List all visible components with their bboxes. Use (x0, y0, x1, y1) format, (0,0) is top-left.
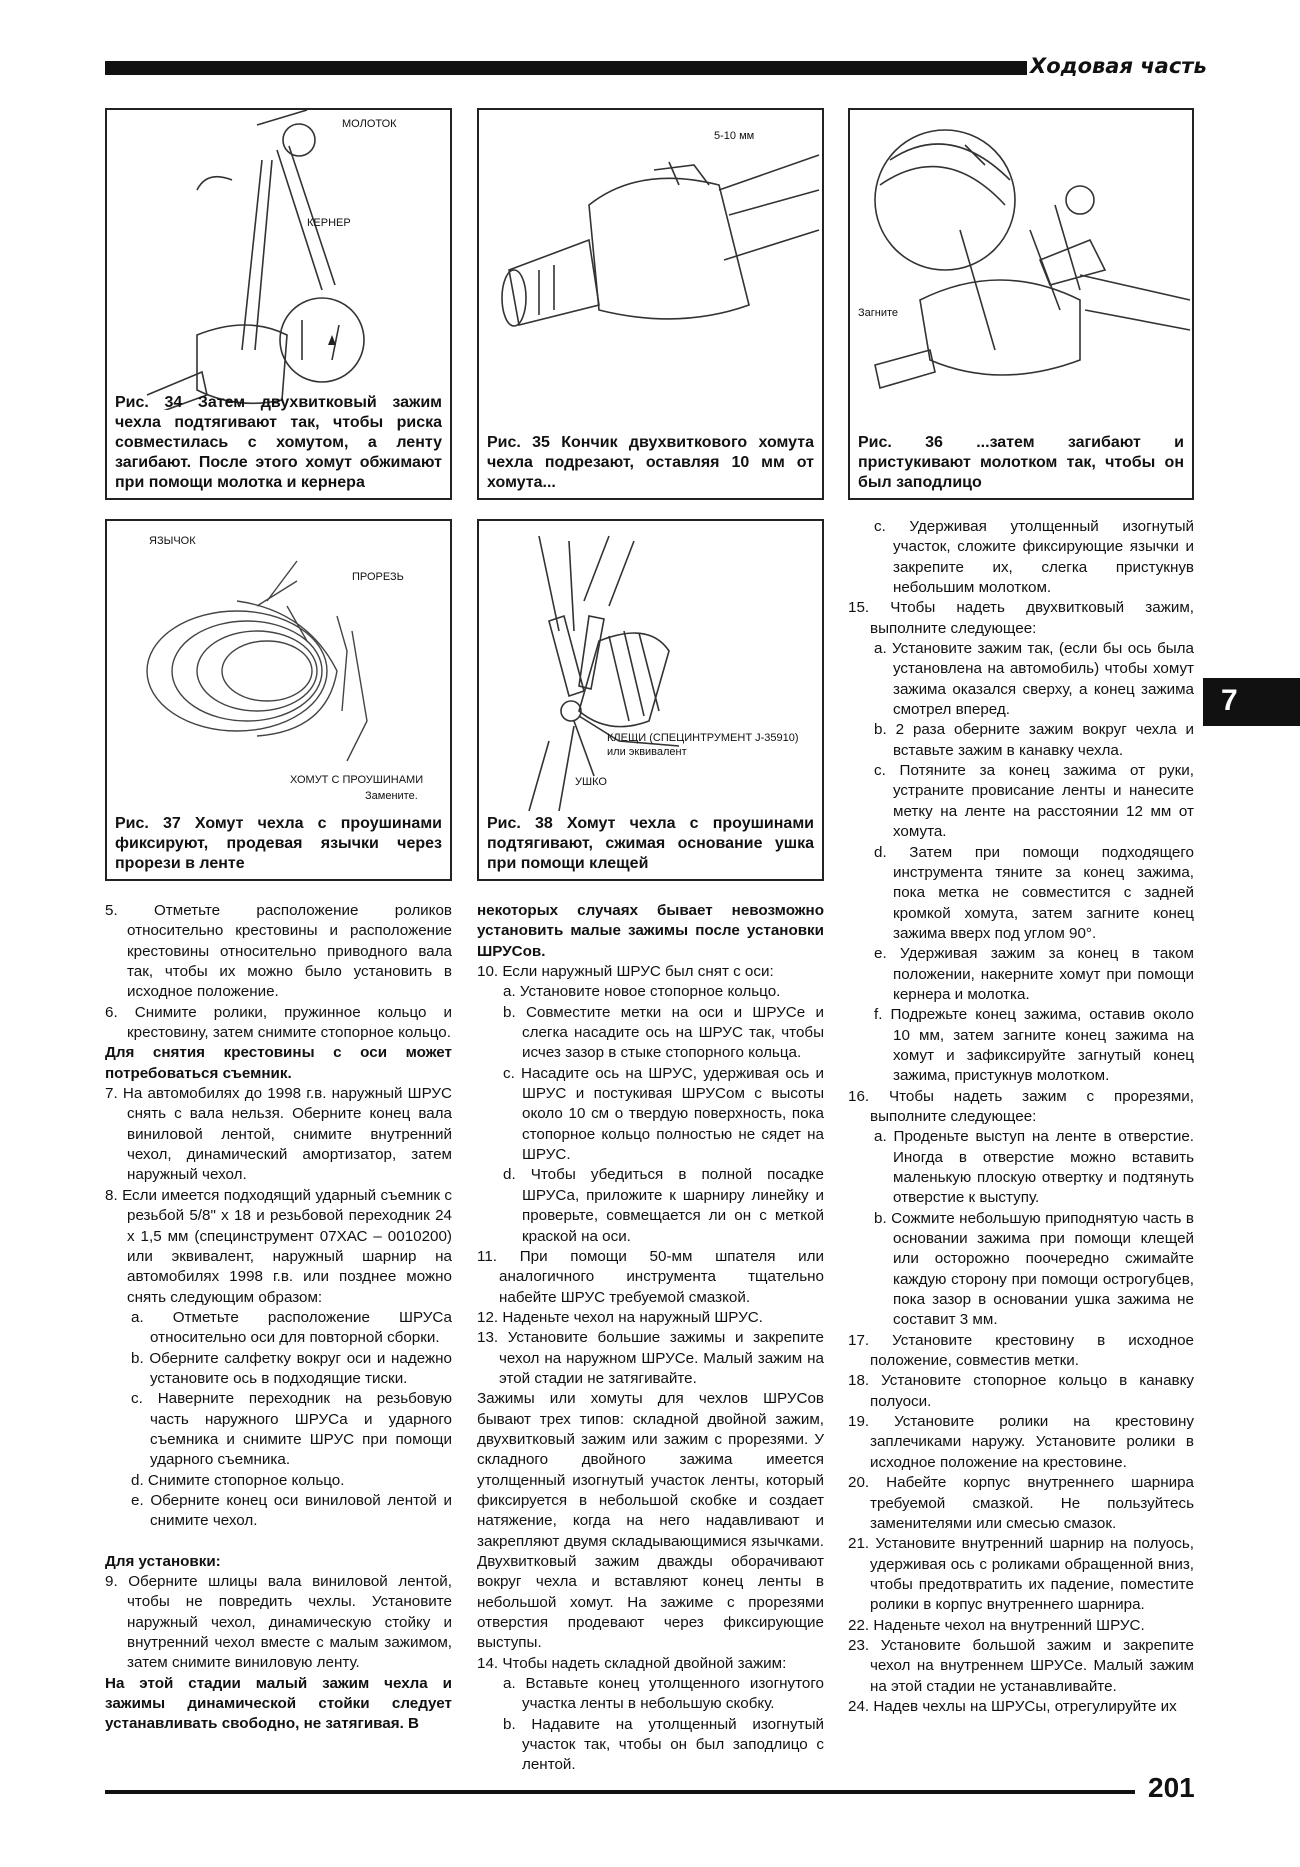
note: На этой стадии малый зажим чехла и зажимы динамической стойки следует устанавливать свободно, не затягивая. В (105, 1674, 452, 1733)
sub-item: a. Вставьте конец утолщенного изогнутого участка ленты в небольшую скобку. (503, 1675, 824, 1713)
header-bar (105, 61, 1027, 75)
paragraph: 8. Если имеется подходящий ударный съемник с резьбой 5/8" х 18 и резьбовой переходник 24 х 1,5 мм (специнструмент 07ХАС – 0010200) или эквивалент, наружный шарнир на автомобилях 1998 г.в. или позднее можно снять следующим образом: (105, 1186, 452, 1306)
sub-item: c. Удерживая утолщенный изогнутый участок, сложите фиксирующие язычки и закрепите их, слегка пристукнув небольшим молотком. (874, 518, 1194, 597)
paragraph: 12. Наденьте чехол на наружный ШРУС. (477, 1308, 763, 1326)
figure-34 (105, 108, 452, 500)
paragraph: 10. Если наружный ШРУС был снят с оси: (477, 963, 774, 981)
chapter-tab (1203, 678, 1300, 726)
sub-item: a. Отметьте расположение ШРУСа относительно оси для повторной сборки. (131, 1308, 452, 1347)
sub-item: d. Чтобы убедиться в полной посадке ШРУСа, приложите к шарниру линейку и проверьте, совмещается ли он с меткой краской на оси. (503, 1166, 824, 1245)
paragraph: 14. Чтобы надеть складной двойной зажим: (477, 1654, 787, 1672)
page-number: 201 (1148, 1772, 1195, 1803)
paragraph: 6. Снимите ролики, пружинное кольцо и крестовину, затем снимите стопорное кольцо. (105, 1003, 452, 1042)
paragraph: 16. Чтобы надеть зажим с прорезями, выполните следующее: (848, 1087, 1194, 1125)
chapter-number: 7 (1221, 684, 1238, 717)
subheading: Для установки: (105, 1552, 221, 1570)
sub-item: e. Удерживая зажим за конец в таком положении, накерните хомут при помощи кернера и молотка. (874, 945, 1194, 1003)
sub-item: c. Насадите ось на ШРУС, удерживая ось и ШРУС и постукивая ШРУСом с высоты около 10 см о твердую поверхность, пока стопорное кольцо полностью не сядет на ШРУС. (503, 1064, 824, 1164)
paragraph: 24. Надев чехлы на ШРУСы, отрегулируйте их (848, 1697, 1177, 1715)
label-ear: УШКО (575, 776, 607, 788)
paragraph: 18. Установите стопорное кольцо в канавку полуоси. (848, 1372, 1194, 1410)
text-column-2 (477, 901, 824, 1776)
label-replace: Замените. (365, 790, 418, 802)
sub-item: a. Установите новое стопорное кольцо. (503, 983, 781, 1001)
sub-item: f. Подрежьте конец зажима, оставив около 10 мм, затем загните конец зажима на хомут и зафиксируйте загнутый конец зажима, пристукнув молотком. (874, 1006, 1194, 1085)
paragraph: 23. Установите большой зажим и закрепите чехол на внутреннем ШРУСе. Малый зажим на этой стадии не устанавливайте. (848, 1636, 1194, 1695)
sub-item: b. Совместите метки на оси и ШРУСе и слегка насадите ось на ШРУС так, чтобы исчез зазор в стыке стопорного кольца. (503, 1003, 824, 1062)
paragraph: 13. Установите большие зажимы и закрепите чехол на наружном ШРУСе. Малый зажим на этой стадии не затягивайте. (477, 1329, 824, 1387)
paragraph: 17. Установите крестовину в исходное положение, совместив метки. (848, 1331, 1194, 1370)
sub-item: d. Затем при помощи подходящего инструмента тяните за конец зажима, пока метка не совместится с задней кромкой хомута, затем загните конец зажима вверх под углом 90°. (874, 843, 1194, 942)
figure-38-drawing (479, 521, 822, 811)
figure-36-drawing (850, 110, 1192, 410)
paragraph: 22. Наденьте чехол на внутренний ШРУС. (848, 1616, 1145, 1634)
paragraph: 9. Оберните шлицы вала виниловой лентой, чтобы не повредить чехлы. Установите наружный чехол, динамическую стойку и внутренний чехол вместе с малым зажимом, затем снимите виниловую ленту. (105, 1573, 452, 1672)
label-eared-clamp: ХОМУТ С ПРОУШИНАМИ (290, 774, 424, 786)
sub-item: e. Оберните конец оси виниловой лентой и снимите чехол. (131, 1491, 452, 1530)
label-hammer: МОЛОТОК (342, 118, 397, 130)
paragraph: 21. Установите внутренний шарнир на полуось, удерживая ось с роликами обращенной вниз, чтобы предотвратить их падение, поместите ролики в корпус внутреннего шарнира. (848, 1535, 1194, 1614)
figure-35-drawing (479, 110, 822, 410)
text-column-3 (848, 517, 1194, 1717)
figure-36-caption: Рис. 36 ...затем загибают и пристукивают молотком так, чтобы он был заподлицо (858, 434, 1184, 491)
figure-34-caption: Рис. 34 Затем двухвитковый зажим чехла подтягивают так, чтобы риска совместилась с хомутом, а ленту загибают. После этого хомут обжимают при помощи молотка и кернера (115, 394, 442, 491)
paragraph: 15. Чтобы надеть двухвитковый зажим, выполните следующее: (848, 599, 1194, 637)
footer-bar (105, 1790, 1135, 1794)
note: Для снятия крестовины с оси может потребоваться съемник. (105, 1044, 452, 1082)
label-bend: Загните (858, 307, 899, 319)
paragraph: Зажимы или хомуты для чехлов ШРУСов бывают трех типов: складной двойной зажим, двухвитковый зажим или зажим с прорезями. У складного двойного зажима имеется утолщенный изогнутый участок ленты, который фиксируется в небольшой скобке и создает натяжение, когда на него надавливают и закрепляют двумя складывающимися язычками. Двухвитковый зажим дважды оборачивают вокруг чехла и вставляют конец ленты в небольшой хомут. На зажиме с прорезями отверстия продевают через фиксирующие выступы. (477, 1390, 824, 1652)
sub-item: a. Установите зажим так, (если бы ось была установлена на автомобиль) чтобы хомут зажима оказался сверху, а конец зажима смотрел вперед. (874, 640, 1194, 719)
figure-34-drawing (107, 110, 450, 410)
paragraph: 20. Набейте корпус внутреннего шарнира требуемой смазкой. Не пользуйтесь заменителями или смесью смазок. (848, 1474, 1194, 1532)
figure-35-caption: Рис. 35 Кончик двухвиткового хомута чехла подрезают, оставляя 10 мм от хомута... (487, 434, 814, 491)
figure-37-caption: Рис. 37 Хомут чехла с проушинами фиксируют, продевая язычки через прорези в ленте (115, 815, 442, 872)
sub-item: b. Надавите на утолщенный изогнутый участок так, чтобы он был заподлицо с лентой. (503, 1715, 824, 1774)
label-or-equivalent: или эквивалент (607, 746, 687, 758)
paragraph: 19. Установите ролики на крестовину заплечиками наружу. Установите ролики в исходное положение на крестовине. (848, 1413, 1194, 1471)
text-column-1 (105, 901, 452, 1735)
sub-item: a. Проденьте выступ на ленте в отверстие. Иногда в отверстие можно вставить маленькую плоскую отвертку и подтянуть отверстие к выступу. (874, 1128, 1194, 1207)
sub-item: c. Потяните за конец зажима от руки, устраните провисание ленты и нанесите метку на ленте на расстоянии 12 мм от хомута. (874, 762, 1194, 841)
figure-36 (848, 108, 1194, 500)
figure-35 (477, 108, 824, 500)
sub-item: d. Снимите стопорное кольцо. (131, 1471, 345, 1489)
paragraph: 11. При помощи 50-мм шпателя или аналогичного инструмента тщательно набейте ШРУС требуемой смазкой. (477, 1247, 824, 1306)
label-5-10mm: 5-10 мм (714, 130, 755, 142)
label-slot: ПРОРЕЗЬ (352, 571, 404, 583)
section-title: Ходовая часть (1030, 54, 1207, 78)
paragraph: 5. Отметьте расположение роликов относительно крестовины и расположение крестовины относительно приводного вала так, чтобы их можно было установить в исходное положение. (105, 902, 452, 1001)
figure-38 (477, 519, 824, 881)
sub-item: b. Сожмите небольшую приподнятую часть в основании зажима при помощи клещей или осторожно поочередно сжимайте каждую сторону при помощи острогубцев, пока зазор в основании ушка зажима не составит 3 мм. (874, 1209, 1194, 1329)
sub-item: b. 2 раза оберните зажим вокруг чехла и вставьте зажим в канавку чехла. (874, 721, 1194, 759)
figure-37 (105, 519, 452, 881)
sub-item: c. Наверните переходник на резьбовую часть наружного ШРУСа и ударного съемника и снимите ШРУС при помощи ударного съемника. (131, 1390, 452, 1469)
label-punch: КЕРНЕР (307, 217, 351, 229)
paragraph: 7. На автомобилях до 1998 г.в. наружный ШРУС снять с вала нельзя. Оберните конец вала виниловой лентой, снимите внутренний чехол, динамический амортизатор, затем наружный чехол. (105, 1085, 452, 1184)
label-tongue: ЯЗЫЧОК (149, 535, 196, 547)
note: некоторых случаях бывает невозможно установить малые зажимы после установки ШРУСов. (477, 902, 824, 960)
figure-37-drawing (107, 521, 450, 791)
sub-item: b. Оберните салфетку вокруг оси и надежно установите ось в подходящие тиски. (131, 1349, 452, 1387)
label-pliers: КЛЕЩИ (СПЕЦИНТРУМЕНТ J-35910) (607, 732, 799, 744)
figure-38-caption: Рис. 38 Хомут чехла с проушинами подтягивают, сжимая основание ушка при помощи клещей (487, 815, 814, 872)
